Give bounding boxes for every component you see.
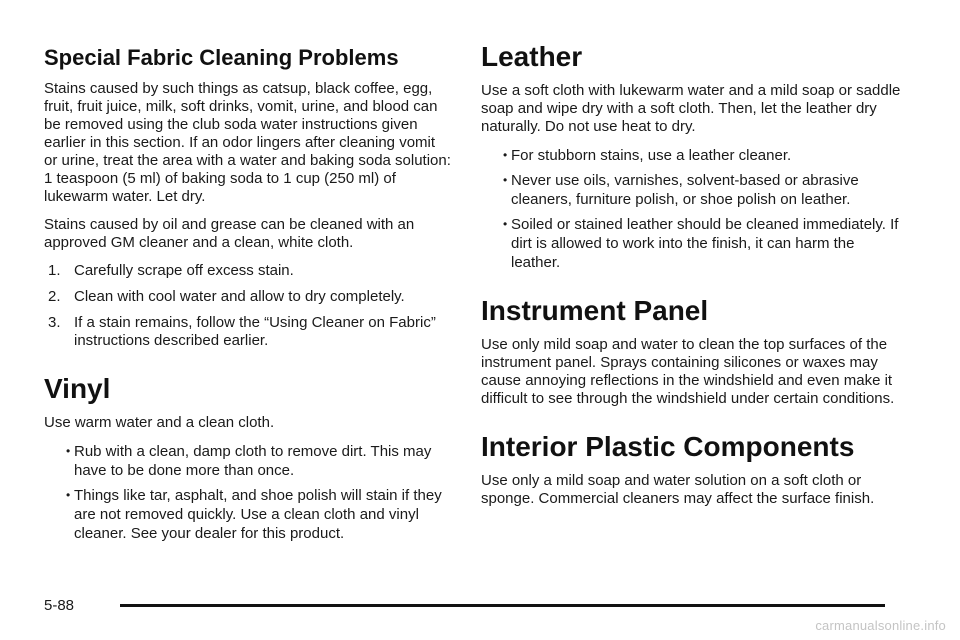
- special-fabric-heading: Special Fabric Cleaning Problems: [44, 45, 399, 70]
- bullet-item: [44, 442, 452, 480]
- watermark-text: carmanualsonline.info: [815, 618, 946, 633]
- bullet-text: Never use oils, varnishes, solvent-based or abrasive cleaners, furniture polish, or shoe polish on leather.: [511, 172, 859, 208]
- vinyl-heading: Vinyl: [44, 373, 111, 404]
- bullet-icon: •: [503, 217, 508, 231]
- right-column: [481, 40, 901, 518]
- step-item: [44, 262, 452, 280]
- leather-paragraph: Use a soft cloth with lukewarm water and a mild soap or saddle soap and wipe dry with a soft cloth. Then, let the leather dry naturally. Do not use heat to dry.: [481, 82, 901, 135]
- step-number: 2.: [48, 288, 61, 305]
- bullet-icon: •: [66, 444, 71, 458]
- interior-plastic-paragraph: Use only a mild soap and water solution on a soft cloth or sponge. Commercial cleaners may affect the surface finish.: [481, 472, 875, 507]
- step-text: Carefully scrape off excess stain.: [74, 262, 294, 279]
- step-number: 3.: [48, 314, 61, 331]
- bullet-text: Things like tar, asphalt, and shoe polish will stain if they are not removed quickly. Use a clean cloth and vinyl cleaner. See your dealer for this product.: [74, 487, 442, 542]
- leather-heading: Leather: [481, 41, 583, 72]
- bullet-text: Rub with a clean, damp cloth to remove dirt. This may have to be done more than once.: [74, 443, 432, 479]
- step-item: [44, 314, 452, 350]
- bullet-text: For stubborn stains, use a leather cleaner.: [511, 147, 792, 164]
- bullet-item: [481, 171, 901, 209]
- instrument-panel-heading: Instrument Panel: [481, 295, 709, 326]
- left-column: [44, 40, 452, 553]
- interior-plastic-heading: Interior Plastic Components: [481, 431, 855, 462]
- leather-bullet-list: [481, 146, 901, 272]
- bullet-icon: •: [503, 173, 508, 187]
- step-text: Clean with cool water and allow to dry completely.: [74, 288, 405, 305]
- bullet-item: [44, 486, 452, 543]
- footer-divider: [120, 604, 885, 607]
- bullet-text: Soiled or stained leather should be cleaned immediately. If dirt is allowed to work into the finish, it can harm the leather.: [511, 216, 899, 271]
- bullet-icon: •: [66, 488, 71, 502]
- bullet-icon: •: [503, 148, 508, 162]
- special-fabric-paragraph-1: Stains caused by such things as catsup, black coffee, egg, fruit, fruit juice, milk, soft drinks, vomit, urine, and blood can be removed using the club soda water instructions given earlier in this section. If an odor lingers after cleaning vomit or urine, treat the area with a water and baking soda solution: 1 teaspoon (5 ml) of baking soda to 1 cup (250 ml) of lukewarm water. Let dry.: [44, 80, 451, 205]
- page-number: 5-88: [44, 597, 75, 614]
- cleaning-steps-list: [44, 262, 452, 350]
- step-number: 1.: [48, 262, 61, 279]
- special-fabric-paragraph-2: Stains caused by oil and grease can be cleaned with an approved GM cleaner and a clean, white cloth.: [44, 216, 415, 251]
- vinyl-bullet-list: [44, 442, 452, 543]
- step-text: If a stain remains, follow the “Using Cleaner on Fabric” instructions described earlier.: [74, 314, 436, 349]
- instrument-panel-paragraph: Use only mild soap and water to clean the top surfaces of the instrument panel. Sprays containing silicones or waxes may cause annoying reflections in the windshield and even make it difficult to see through the windshield under certain conditions.: [481, 336, 895, 407]
- bullet-item: [481, 146, 901, 165]
- step-item: [44, 288, 452, 306]
- bullet-item: [481, 215, 901, 272]
- vinyl-paragraph: Use warm water and a clean cloth.: [44, 414, 275, 431]
